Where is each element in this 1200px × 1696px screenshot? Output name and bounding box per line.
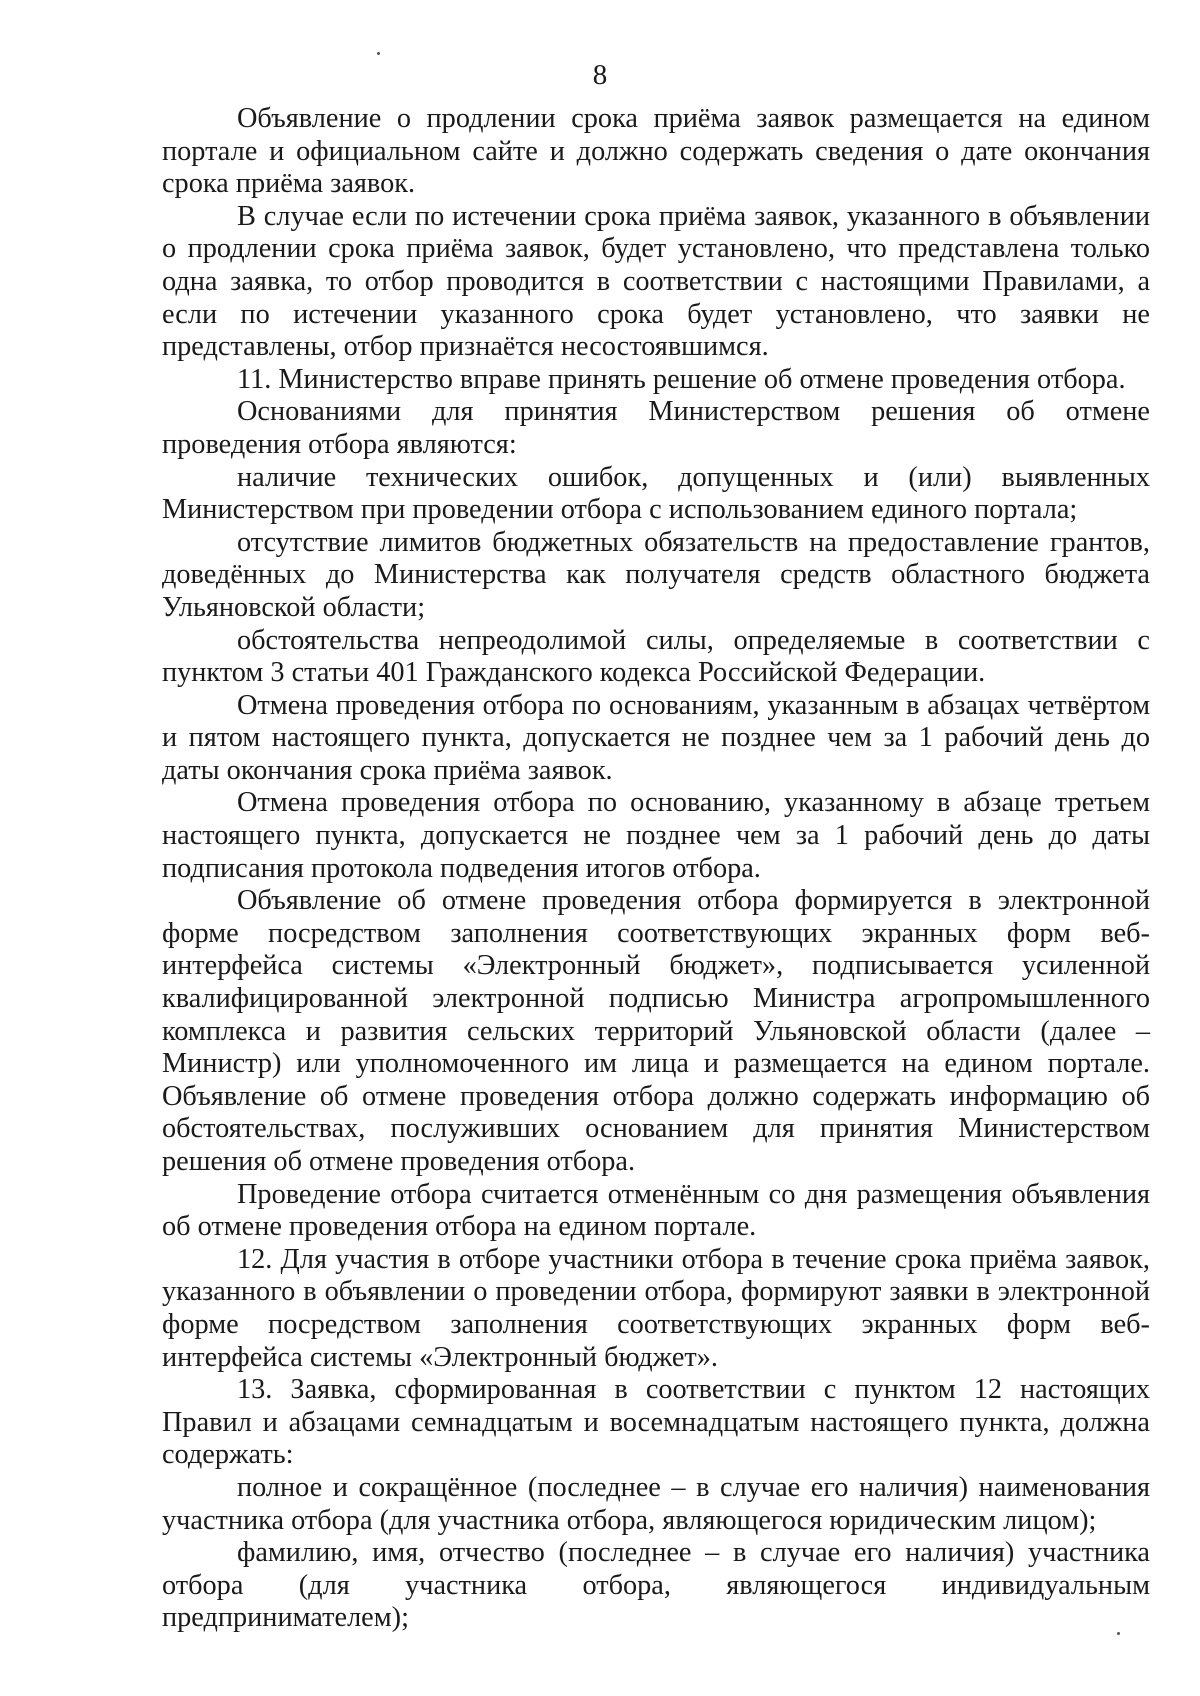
paragraph-force-majeure: обстоятельства непреодолимой силы, определяемые в соответствии с пунктом 3 статьи 401 Гражданского кодекса Российской Федерации.: [162, 624, 1150, 689]
paragraph-cancellation-announcement: Объявление об отмене проведения отбора формируется в электронной форме посредством заполнения соответствующих экранных форм веб-интерфейса системы «Электронный бюджет», подписывается усиленной квалифицированной электронной подписью Министра агропромышленного комплекса и развития сельских территорий Ульяновской области (далее – Министр) или уполномоченного им лица и размещается на едином портале. Объявление об отмене проведения отбора должно содержать информацию об обстоятельствах, послуживших основанием для принятия Министерством решения об отмене проведения отбора.: [162, 885, 1150, 1177]
scan-speck: [377, 52, 380, 55]
paragraph-entrepreneur-name: фамилию, имя, отчество (последнее – в случае его наличия) участника отбора (для участника отбора, являющегося индивидуальным предпринимателем);: [162, 1537, 1150, 1634]
paragraph-extension-announcement: Объявление о продлении срока приёма заявок размещается на едином портале и официальном сайте и должно содержать сведения о дате окончания срока приёма заявок.: [162, 103, 1150, 200]
page-number: 8: [592, 59, 608, 91]
paragraph-legal-entity-name: полное и сокращённое (последнее – в случае его наличия) наименования участника отбора (для участника отбора, являющегося юридическим лицом);: [162, 1471, 1150, 1536]
paragraph-item-13: 13. Заявка, сформированная в соответствии с пунктом 12 настоящих Правил и абзацами семнадцатым и восемнадцатым настоящего пункта, должна содержать:: [162, 1374, 1150, 1471]
paragraph-technical-errors: наличие технических ошибок, допущенных и (или) выявленных Министерством при проведении отбора с использованием единого портала;: [162, 461, 1150, 526]
paragraph-item-11: 11. Министерство вправе принять решение об отмене проведения отбора.: [237, 363, 1126, 395]
document-body: [162, 103, 1150, 1635]
paragraph-no-limits: отсутствие лимитов бюджетных обязательств на предоставление грантов, доведённых до Министерства как получателя средств областного бюджета Ульяновской области;: [162, 526, 1150, 623]
paragraph-cancellation-grounds: Основаниями для принятия Министерством решения об отмене проведения отбора являются:: [162, 396, 1150, 460]
paragraph-cancellation-deadline-2: Отмена проведения отбора по основанию, указанному в абзаце третьем настоящего пункта, допускается не позднее чем за 1 рабочий день до даты подписания протокола подведения итогов отбора.: [162, 787, 1150, 884]
paragraph-single-application: В случае если по истечении срока приёма заявок, указанного в объявлении о продлении срока приёма заявок, будет установлено, что представлена только одна заявка, то отбор проводится в соответствии с настоящими Правилами, а если по истечении указанного срока будет установлено, что заявки не представлены, отбор признаётся несостоявшимся.: [162, 200, 1150, 363]
paragraph-item-12: 12. Для участия в отборе участники отбора в течение срока приёма заявок, указанного в объявлении о проведении отбора, формируют заявки в электронной форме посредством заполнения соответствующих экранных форм веб-интерфейса системы «Электронный бюджет».: [162, 1243, 1150, 1373]
paragraph-cancellation-deadline-1: Отмена проведения отбора по основаниям, указанным в абзацах четвёртом и пятом настоящего пункта, допускается не позднее чем за 1 рабочий день до даты окончания срока приёма заявок.: [162, 689, 1150, 786]
paragraph-cancellation-effective: Проведение отбора считается отменённым со дня размещения объявления об отмене проведения отбора на едином портале.: [162, 1178, 1150, 1243]
scan-speck: [1117, 1632, 1120, 1635]
